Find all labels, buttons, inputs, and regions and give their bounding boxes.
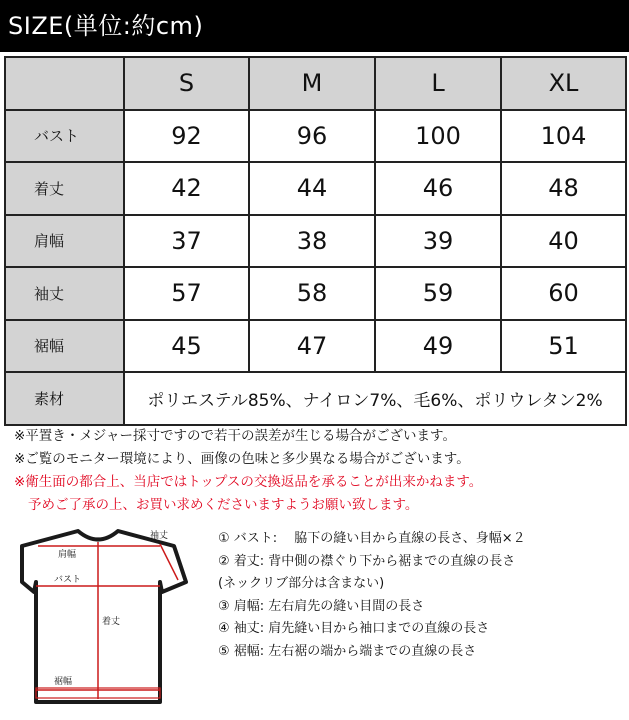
measurement-value: 44 — [249, 162, 375, 215]
measurement-value: 51 — [501, 320, 626, 373]
table-row — [5, 267, 626, 320]
measurement-value: 37 — [124, 215, 249, 268]
size-header: M — [249, 57, 375, 110]
material-row — [5, 372, 626, 425]
measurement-value: 38 — [249, 215, 375, 268]
legend-item: ⑤ 裾幅: 左右裾の端から端までの直線の長さ — [218, 643, 477, 659]
legend-item: (ネックリブ部分は含まない) — [218, 576, 385, 591]
measurement-value: 104 — [501, 110, 626, 163]
row-label: 肩幅 — [5, 215, 124, 268]
measurement-diagram — [20, 524, 210, 714]
measurement-value: 60 — [501, 267, 626, 320]
measurement-value: 58 — [249, 267, 375, 320]
row-label: 着丈 — [5, 162, 124, 215]
table-row — [5, 110, 626, 163]
measurement-value: 96 — [249, 110, 375, 163]
shoulder-label: 肩幅 — [58, 550, 77, 560]
table-row — [5, 215, 626, 268]
row-label: 袖丈 — [5, 267, 124, 320]
hem-label: 裾幅 — [54, 677, 73, 687]
size-header: S — [124, 57, 249, 110]
measurement-value: 42 — [124, 162, 249, 215]
note-line: ※平置き・メジャー採寸ですので若干の誤差が生じる場合がございます。 — [14, 428, 456, 444]
measurement-value: 45 — [124, 320, 249, 373]
row-label: バスト — [5, 110, 124, 163]
legend-item: ② 着丈: 背中側の襟ぐり下から裾までの直線の長さ — [218, 553, 516, 569]
legend-item: ④ 袖丈: 肩先縫い目から袖口までの直線の長さ — [218, 621, 490, 636]
measurement-value: 100 — [375, 110, 501, 163]
measurement-value: 46 — [375, 162, 501, 215]
length-label: 着丈 — [102, 617, 121, 627]
tshirt-diagram — [20, 524, 210, 714]
legend-item: ③ 肩幅: 左右肩先の縫い目間の長さ — [218, 598, 425, 614]
measurement-value: 39 — [375, 215, 501, 268]
measurement-value: 59 — [375, 267, 501, 320]
material-value: ポリエステル85%、ナイロン7%、毛6%、ポリウレタン2% — [124, 372, 626, 425]
row-label: 素材 — [5, 372, 124, 425]
legend-item: ① バスト: 脇下の縫い目から直線の長さ、身幅×２ — [218, 531, 526, 546]
size-header-row — [5, 57, 626, 110]
measurement-legend — [218, 528, 526, 663]
warning-line: 予めご了承の上、お買い求めくださいますようお願い致します。 — [28, 497, 419, 513]
warning-line: ※衛生面の都合上、当店ではトップスの交換返品を承ることが出来かねます。 — [14, 474, 483, 490]
measurement-value: 48 — [501, 162, 626, 215]
measurement-value: 57 — [124, 267, 249, 320]
size-header: L — [375, 57, 501, 110]
sleeve-label: 袖丈 — [150, 531, 169, 541]
row-label: 裾幅 — [5, 320, 124, 373]
table-row — [5, 162, 626, 215]
corner-cell — [5, 57, 124, 110]
note-line: ※ご覧のモニター環境により、画像の色味と多少異なる場合がございます。 — [14, 451, 470, 467]
measurement-value: 40 — [501, 215, 626, 268]
size-header: XL — [501, 57, 626, 110]
measurement-value: 49 — [375, 320, 501, 373]
size-table — [4, 56, 627, 426]
measurement-value: 47 — [249, 320, 375, 373]
bust-label: バスト — [54, 575, 82, 585]
notes — [14, 425, 482, 517]
page-title: SIZE(単位:約cm) — [0, 0, 629, 52]
table-row — [5, 320, 626, 373]
measurement-value: 92 — [124, 110, 249, 163]
